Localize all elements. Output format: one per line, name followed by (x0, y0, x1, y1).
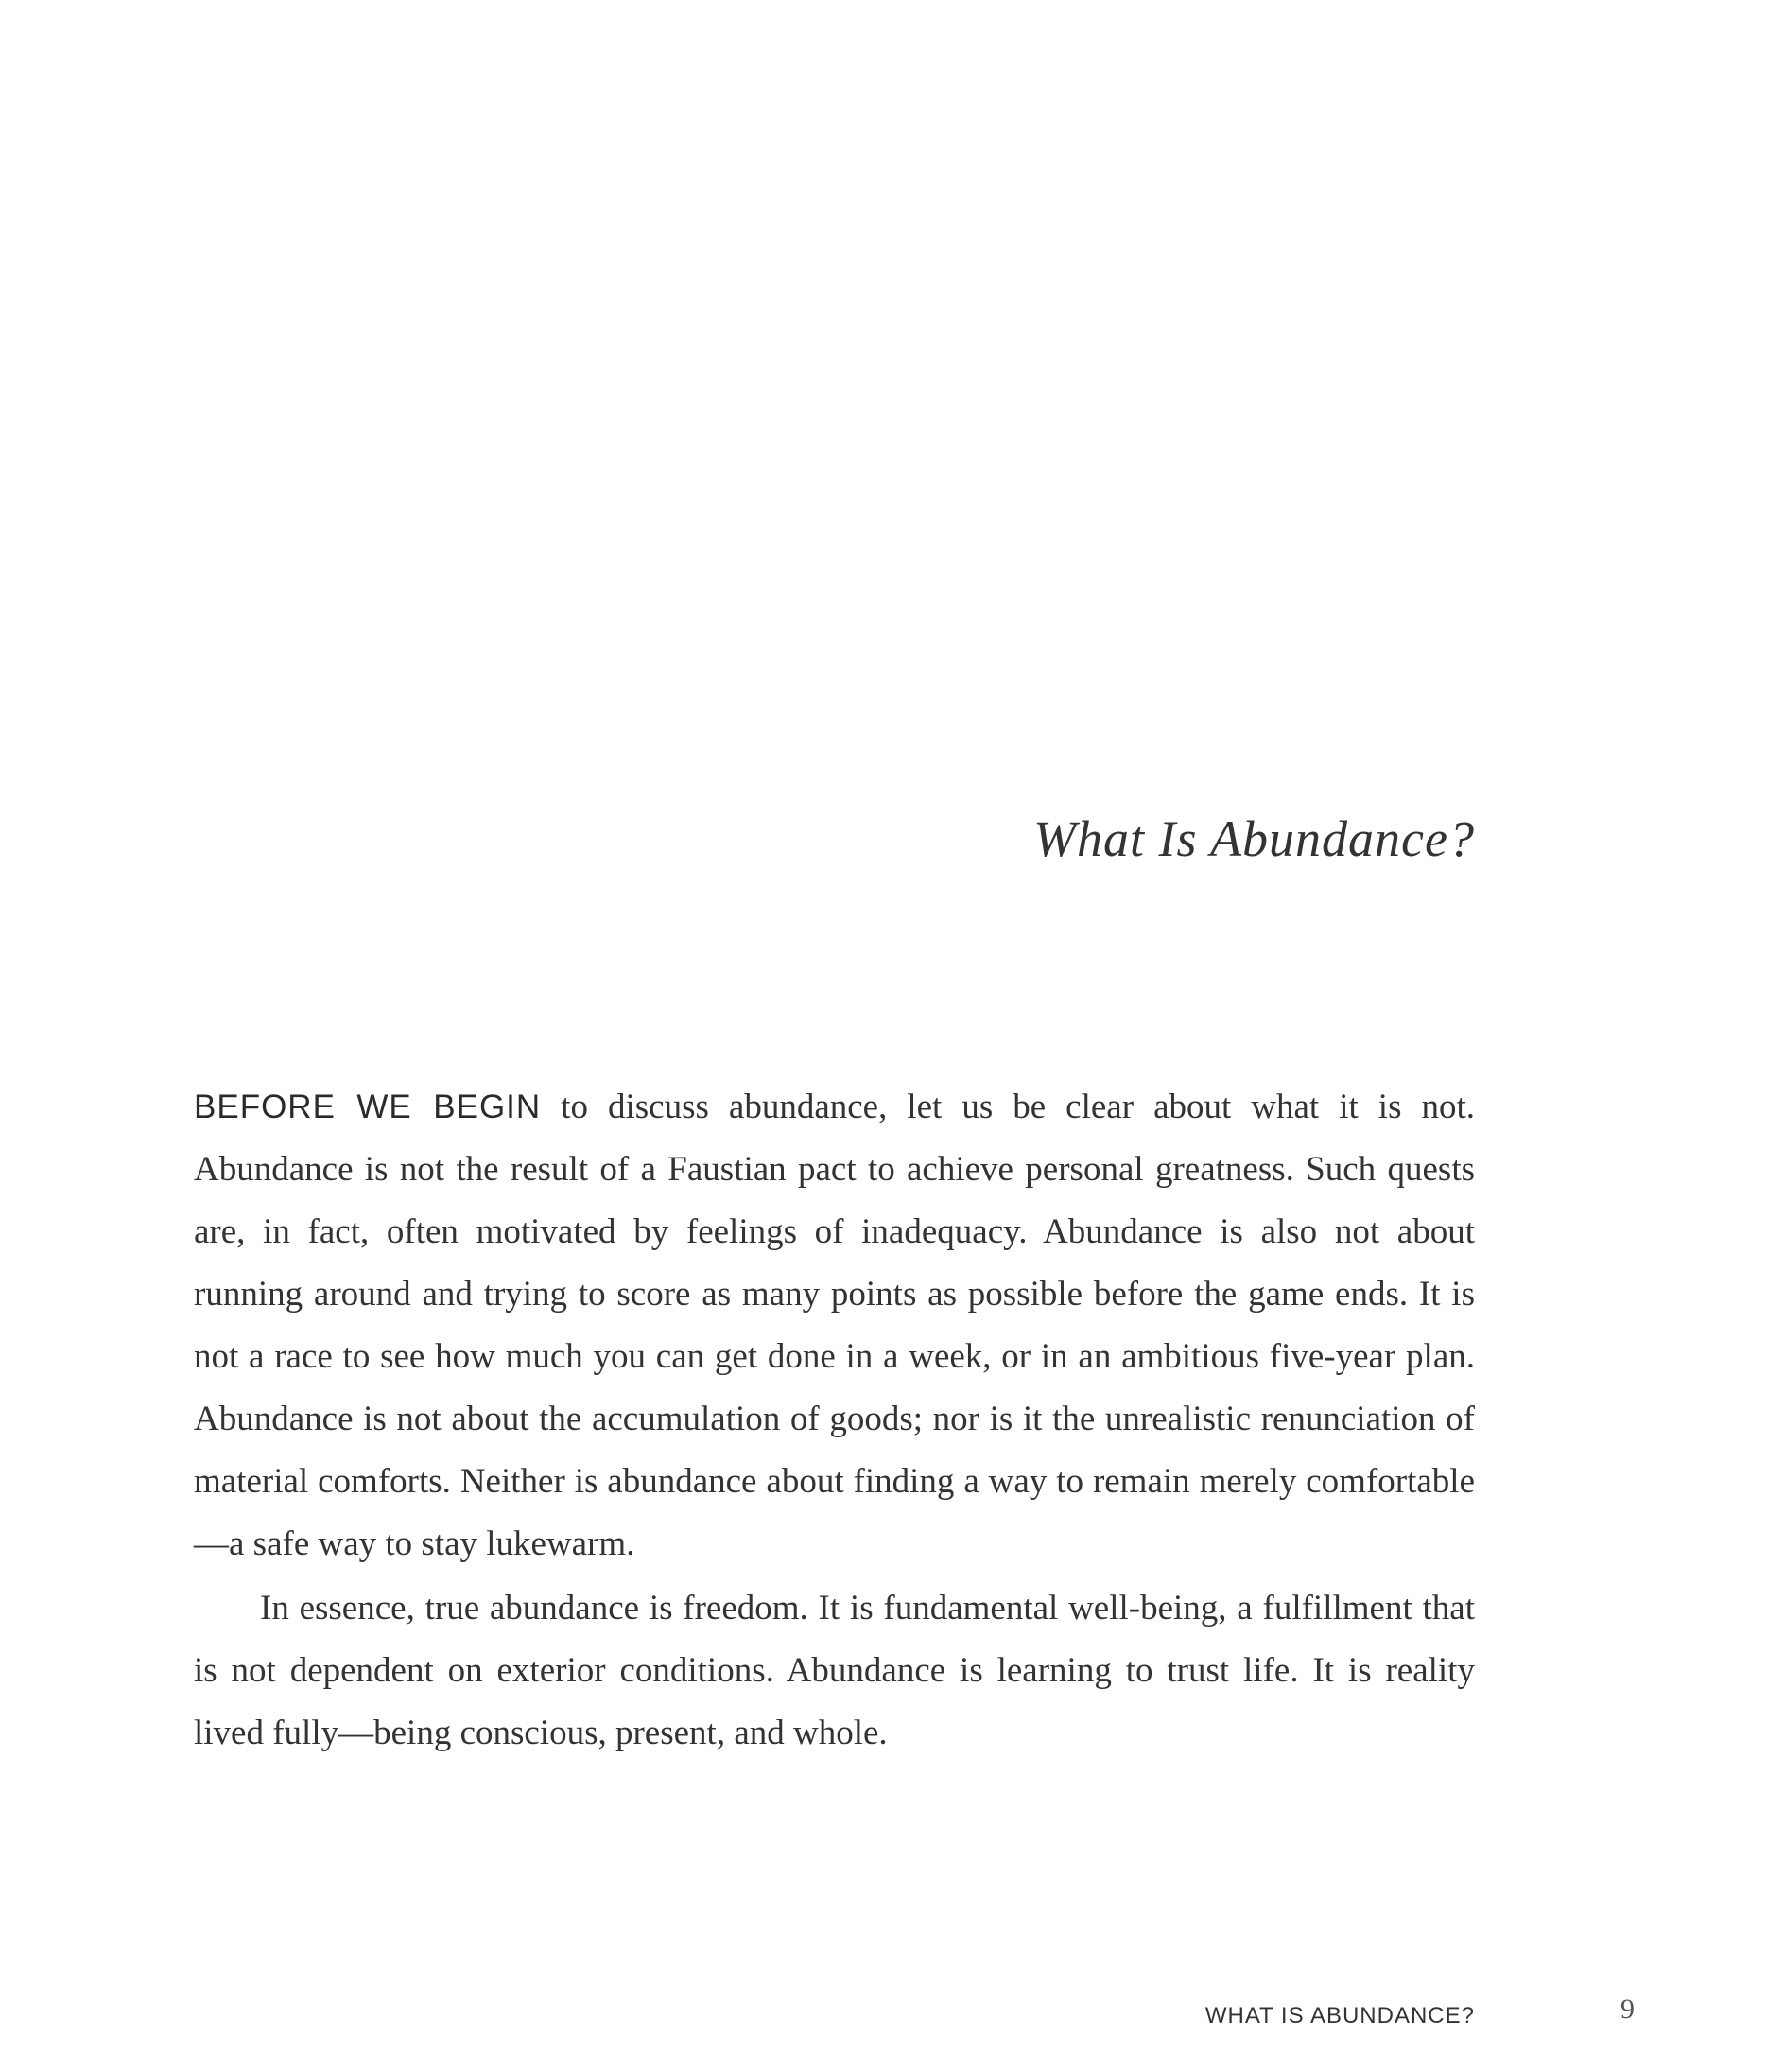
chapter-title: What Is Abundance? (1033, 810, 1475, 867)
lead-caps: BEFORE WE BEGIN (194, 1088, 542, 1125)
paragraph-2: In essence, true abundance is freedom. It is fundamental well-being, a fulfillment that is not dependent on exterior conditions. Abundance is learning to trust life. It is reality lived fully—being conscious, present, and whole. (194, 1589, 1475, 1752)
page-number: 9 (1620, 1994, 1635, 2025)
body-text (194, 1076, 1475, 1765)
running-head: WHAT IS ABUNDANCE? (1204, 2003, 1475, 2028)
paragraph-1 (194, 1076, 1475, 1576)
paragraph-1-text: to discuss abundance, let us be clear about what it is not. Abundance is not the result of a Faustian pact to achieve personal greatness. Such quests are, in fact, often motivated by feelings of inadequacy. Abundance is also not about running around and trying to score as many points as possible before the game ends. It is not a race to see how much you can get done in a week, or in an ambitious five-year plan. Abundance is not about the accumulation of goods; nor is it the unrealistic renunciation of material comforts. Neither is abundance about finding a way to remain merely comfortable—a safe way to stay lukewarm. (194, 1088, 1476, 1563)
